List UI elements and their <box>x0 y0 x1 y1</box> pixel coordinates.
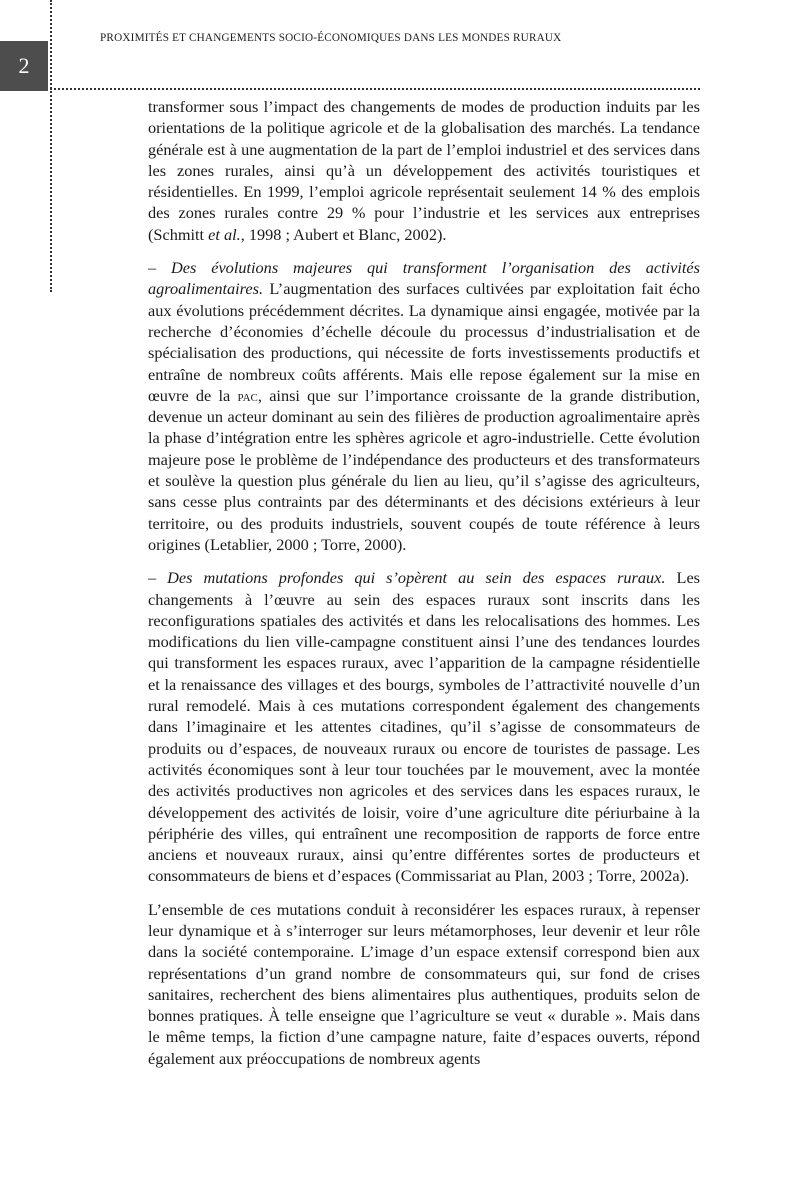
paragraph-4: L’ensemble de ces mutations conduit à reconsidérer les espaces ruraux, à repenser leur dynamique et à s’interroger sur leurs métamorphoses, leur devenir et leur rôle dans la société contemporaine. L’image d’un espace extensif correspond bien aux représentations d’un grand nombre de consommateurs qui, sur fond de crises sanitaires, recherchent des biens alimentaires plus authentiques, produits selon de bonnes pratiques. À telle enseigne que l’agriculture se veut « durable ». Mais dans le même temps, la fiction d’une campagne nature, faite d’espaces ouverts, répond également aux préoccupations de nombreux agents <box>148 899 700 1068</box>
paragraph-3-lead: – Des mutations profondes qui s’opèrent au sein des espaces ruraux. <box>148 568 666 588</box>
paragraph-2 <box>148 257 700 555</box>
pac-acronym: pac <box>237 385 258 405</box>
paragraph-1-text: transformer sous l’impact des changements de modes de production induits par les orientations de la politique agricole et de la globalisation des marchés. La tendance générale est à une augmentation de la part de l’emploi industriel et des services dans les zones rurales, ainsi qu’à un développement des activités touristiques et résidentielles. En 1999, l’emploi agricole représentait seulement 14 % des emplois des zones rurales contre 29 % pour l’industrie et les services aux entreprises (Schmitt <box>148 97 700 244</box>
paragraph-2-text-a: L’augmentation des surfaces cultivées par exploitation fait écho aux évolutions précédemment décrites. La dynamique ainsi engagée, motivée par la recherche d’économies d’échelle découle du processus d’industrialisation et de spécialisation des productions, qui nécessite de forts investissements productifs et entraîne de nombreux coûts afférents. Mais elle repose également sur la mise en œuvre de la <box>148 279 700 405</box>
paragraph-1-end: , 1998 ; Aubert et Blanc, 2002). <box>240 224 447 244</box>
paragraph-2-lead: – Des évolutions majeures qui transforment l’organisation des activités agroalimentaires. <box>148 258 700 299</box>
body-text <box>148 96 700 1081</box>
paragraph-3-text: Les changements à l’œuvre au sein des espaces ruraux sont inscrits dans les reconfigurations spatiales des activités et dans les relocalisations des hommes. Les modifications du lien ville-campagne constituent ainsi l’une des tendances lourdes qui transforment les espaces ruraux, avec l’apparition de la campagne résidentielle et la renaissance des villages et des bourgs, symboles de l’attractivité nouvelle d’un rural remodelé. Mais à ces mutations correspondent également des changements dans l’imaginaire et les attentes citadines, qu’il s’agisse de consommateurs de produits ou d’espaces, de nouveaux ruraux ou encore de touristes de passage. Les activités économiques sont à leur tour touchées par le mouvement, avec la montée des activités productives non agricoles et des services dans les espaces ruraux, le développement des activités de loisir, voire d’une agriculture dite périurbaine à la périphérie des villes, qui entraînent une recomposition de rapports de force entre anciens et nouveaux ruraux, ainsi qu’entre différentes sortes de producteurs et consommateurs de biens et d’espaces (Commissariat au Plan, 2003 ; Torre, 2002a). <box>148 568 701 886</box>
paragraph-1 <box>148 96 700 245</box>
page-number: 2 <box>0 41 48 91</box>
margin-dotted-rule-vertical <box>50 0 52 292</box>
header-dotted-rule <box>50 88 700 90</box>
paragraph-3 <box>148 567 700 886</box>
running-header: PROXIMITÉS ET CHANGEMENTS SOCIO-ÉCONOMIQUES DANS LES MONDES RURAUX <box>100 32 562 44</box>
paragraph-2-text-b: , ainsi que sur l’importance croissante de la grande distribution, devenue un acteur dominant au sein des filières de production agroalimentaire après la phase d’intégration entre les sphères agricole et agro-industrielle. Cette évolution majeure pose le problème de l’indépendance des producteurs et des transformateurs et soulève la question plus générale du lien au lieu, qu’il s’agisse des agriculteurs, sans cesse plus contraints par des déterminants et des décisions extérieurs à leur territoire, ou des produits industriels, souvent coupés de toute référence à leurs origines (Letablier, 2000 ; Torre, 2000). <box>148 385 701 554</box>
citation-italic: et al. <box>208 224 241 244</box>
